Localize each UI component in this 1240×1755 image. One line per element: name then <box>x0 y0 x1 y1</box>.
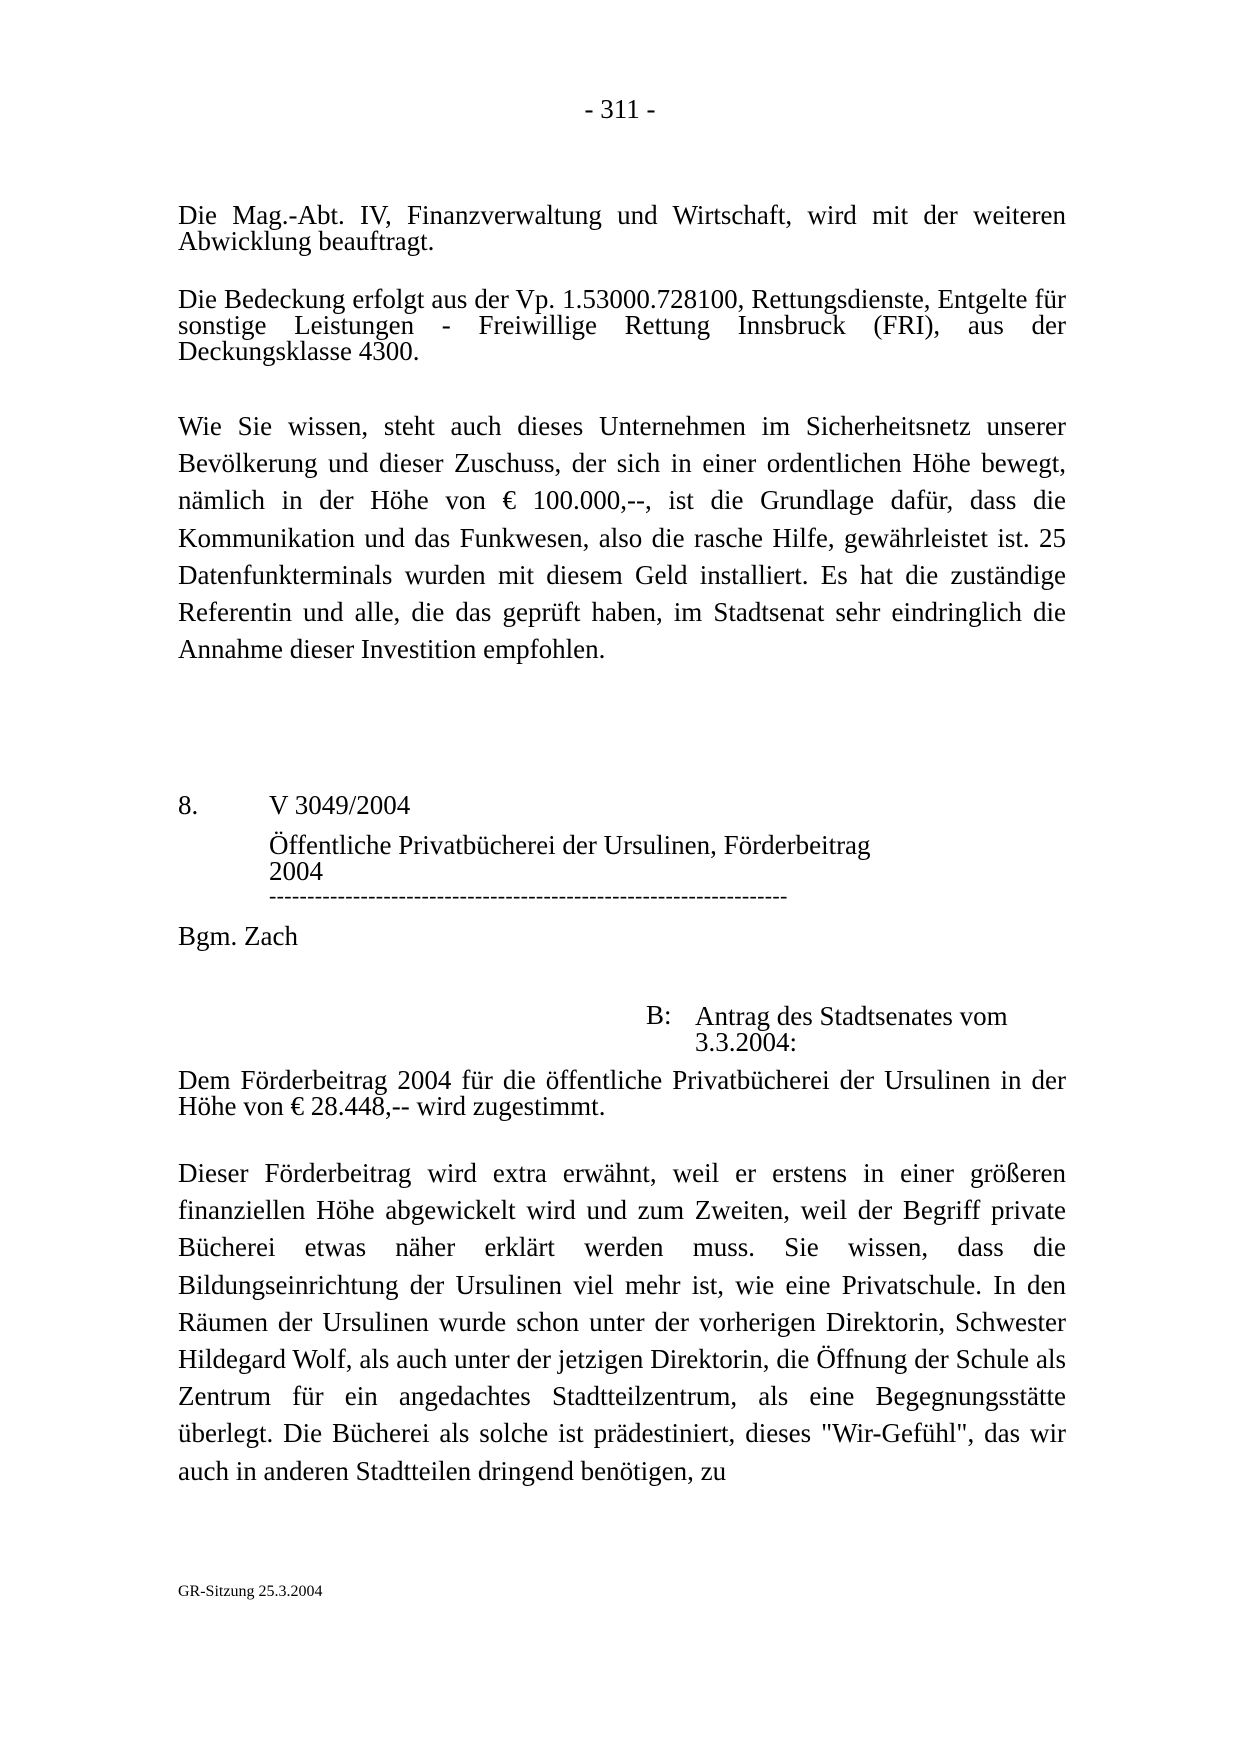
page-number: - 311 - <box>584 94 656 124</box>
paragraph-rescue-explanation: Wie Sie wissen, steht auch dieses Unternehmen im Sicherheitsnetz unserer Bevölkerung und dieser Zuschuss, der sich in einer ordentlichen Höhe bewegt, nämlich in der Höhe von € 100.000,--, ist die Grundlage dafür, dass die Kommunikation und das Funkwesen, also die rasche Hilfe, gewährleistet ist. 25 Datenfunkterminals wurden mit diesem Geld installiert. Es hat die zuständige Referentin und alle, die das geprüft haben, im Stadtsenat sehr eindringlich die Annahme dieser Investition empfohlen. <box>178 411 1066 665</box>
paragraph-funding-source: Die Bedeckung erfolgt aus der Vp. 1.53000.728100, Rettungsdienste, Entgelte für sonstige Leistungen - Freiwillige Rettung Innsbruck (FRI), aus der Deckungsklasse 4300. <box>178 284 1066 366</box>
agenda-item-separator: -------------------------------------------------------------------- <box>269 883 788 908</box>
paragraph-assignment: Die Mag.-Abt. IV, Finanzverwaltung und Wirtschaft, wird mit der weiteren Abwicklung beauftragt. <box>178 200 1066 256</box>
agenda-item-title: Öffentliche Privatbücherei der Ursulinen, Förderbeitrag 2004 <box>269 830 871 886</box>
agenda-item-code: V 3049/2004 <box>269 790 411 820</box>
motion-text: Antrag des Stadtsenates vom 3.3.2004: <box>695 1001 1008 1057</box>
motion-label: B: <box>646 1000 672 1030</box>
footer-session-date: GR-Sitzung 25.3.2004 <box>178 1583 323 1600</box>
paragraph-library-explanation: Dieser Förderbeitrag wird extra erwähnt, weil er erstens in einer größeren finanziellen Höhe abgewickelt wird und zum Zweiten, weil der Begriff private Bücherei etwas näher erklärt werden muss. Sie wissen, dass die Bildungseinrichtung der Ursulinen viel mehr ist, wie eine Privatschule. In den Räumen der Ursulinen wurde schon unter der vorherigen Direktorin, Schwester Hildegard Wolf, als auch unter der jetzigen Direktorin, die Öffnung der Schule als Zentrum für ein angedachtes Stadtteilzentrum, als eine Begegnungsstätte überlegt. Die Bücherei als solche ist prädestiniert, dieses "Wir-Gefühl", das wir auch in anderen Stadtteilen dringend benötigen, zu <box>178 1158 1066 1486</box>
speaker-name: Bgm. Zach <box>178 921 298 951</box>
agenda-item-number: 8. <box>178 790 199 820</box>
paragraph-resolution: Dem Förderbeitrag 2004 für die öffentliche Privatbücherei der Ursulinen in der Höhe von € 28.448,-- wird zugestimmt. <box>178 1065 1066 1121</box>
